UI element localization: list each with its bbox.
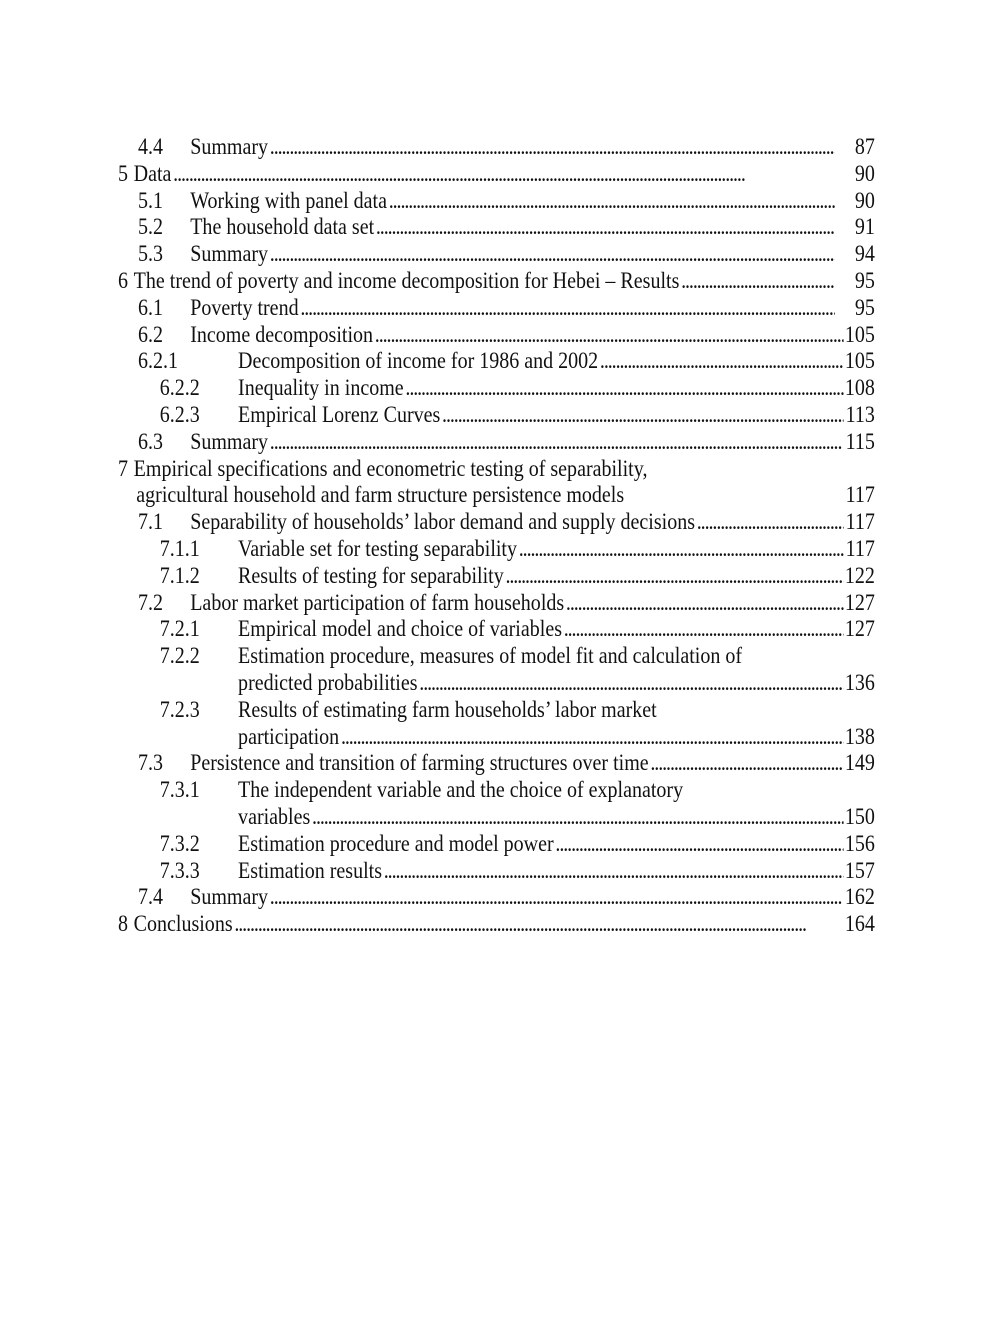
entry-title[interactable]: Summary: [190, 241, 269, 267]
entry-number: 5: [118, 160, 129, 186]
toc-entry[interactable]: [118, 749, 875, 776]
entry-body: [238, 562, 875, 589]
entry-title[interactable]: Results of testing for separability: [238, 562, 504, 588]
dot-leader: [442, 401, 844, 428]
entry-title[interactable]: Decomposition of income for 1986 and 2002: [238, 348, 599, 374]
entry-number: 6.2.1: [138, 348, 179, 374]
dot-leader: [234, 910, 843, 937]
entry-title[interactable]: Working with panel data: [190, 187, 387, 213]
entry-body: [238, 615, 875, 642]
page-number[interactable]: 157: [844, 857, 875, 883]
dot-leader: [389, 187, 835, 214]
page-number[interactable]: 87: [854, 134, 875, 159]
entry-title[interactable]: Estimation results: [238, 857, 383, 883]
entry-body: [190, 187, 875, 214]
entry-body: [134, 455, 875, 482]
entry-number: 7.2.3: [159, 696, 200, 722]
toc-entry-continuation[interactable]: [118, 481, 875, 508]
entry-number: 6.1: [138, 294, 164, 320]
entry-title[interactable]: Estimation procedure and model power: [238, 830, 554, 856]
entry-number: 6.3: [138, 428, 164, 454]
dot-leader: [270, 240, 835, 267]
entry-body: [238, 776, 875, 803]
toc-entry[interactable]: [118, 776, 875, 803]
dot-leader: [564, 615, 843, 642]
entry-title[interactable]: Results of estimating farm households’ labor market: [238, 696, 657, 722]
entry-number: 6.2.2: [159, 375, 200, 401]
entry-number: 7.1: [138, 509, 164, 535]
entry-title[interactable]: Estimation procedure, measures of model fit and calculation of: [238, 643, 743, 669]
entry-body: [190, 749, 875, 776]
entry-body: [190, 240, 875, 267]
entry-body: [190, 428, 875, 455]
entry-number: 7.2.2: [159, 643, 200, 669]
entry-number: 7.3.3: [159, 857, 200, 883]
entry-body: [238, 857, 875, 884]
entry-body: [238, 642, 875, 669]
toc-entry[interactable]: [118, 374, 875, 401]
dot-leader: [519, 535, 844, 562]
toc-entry[interactable]: [118, 133, 875, 160]
toc-entry[interactable]: [118, 830, 875, 857]
page-number[interactable]: 117: [845, 509, 875, 535]
dot-leader: [600, 347, 843, 374]
toc-entry[interactable]: [118, 240, 875, 267]
toc-entry[interactable]: [118, 535, 875, 562]
entry-body: [238, 374, 875, 401]
entry-title[interactable]: The household data set: [190, 214, 375, 240]
entry-title[interactable]: Income decomposition: [190, 321, 374, 347]
dot-leader: [681, 267, 835, 294]
entry-number: 7.2.1: [159, 616, 200, 642]
entry-title[interactable]: Summary: [190, 884, 269, 910]
toc-entry-continuation[interactable]: [118, 723, 875, 750]
entry-body: [238, 347, 875, 374]
page-number[interactable]: 90: [854, 187, 875, 213]
entry-body: [134, 267, 875, 294]
entry-title[interactable]: Empirical specifications and econometric testing of separability,: [133, 455, 648, 481]
dot-leader: [555, 830, 843, 857]
toc-entry[interactable]: [118, 857, 875, 884]
toc-entry[interactable]: [118, 428, 875, 455]
dot-leader: [270, 883, 843, 910]
entry-title[interactable]: The independent variable and the choice of explanatory: [238, 777, 684, 803]
entry-body: [190, 883, 875, 910]
page-number[interactable]: 156: [844, 830, 875, 856]
entry-body: [136, 481, 875, 508]
toc-entry[interactable]: [118, 160, 875, 187]
entry-body: [190, 213, 875, 240]
dot-leader: [384, 857, 843, 884]
entry-title[interactable]: Summary: [190, 134, 269, 159]
entry-number: 6: [118, 268, 129, 293]
page-number[interactable]: 105: [844, 321, 875, 347]
toc-entry-continuation[interactable]: [118, 803, 875, 830]
entry-body: [238, 401, 875, 428]
entry-number: 7: [118, 455, 129, 481]
toc-entry[interactable]: [118, 562, 875, 589]
entry-title[interactable]: Separability of households’ labor demand and supply decisions: [190, 509, 696, 535]
entry-title[interactable]: Conclusions: [133, 911, 233, 937]
entry-title[interactable]: Empirical Lorenz Curves: [238, 402, 441, 427]
entry-title[interactable]: Inequality in income: [238, 375, 404, 401]
entry-number: 5.3: [138, 241, 164, 267]
toc-entry[interactable]: [118, 347, 875, 374]
entry-body: [134, 910, 875, 937]
entry-number: 7.3.2: [159, 830, 200, 856]
entry-title[interactable]: Data: [133, 160, 172, 186]
entry-title[interactable]: Poverty trend: [190, 294, 299, 320]
entry-number: 7.3: [138, 750, 164, 776]
entry-title[interactable]: The trend of poverty and income decomposition for Hebei – Results: [133, 268, 680, 293]
page-number[interactable]: 127: [844, 616, 875, 642]
entry-body: [238, 669, 875, 696]
entry-title[interactable]: Persistence and transition of farming structures over time: [190, 750, 649, 776]
entry-number: 8: [118, 911, 129, 937]
dot-leader: [173, 160, 835, 187]
toc-entry[interactable]: [118, 642, 875, 669]
entry-body: [190, 133, 875, 160]
entry-body: [134, 160, 875, 187]
entry-body: [190, 321, 875, 348]
page-number[interactable]: 138: [844, 723, 875, 749]
dot-leader: [312, 803, 843, 830]
entry-title-continuation[interactable]: variables: [238, 804, 311, 829]
toc-entry[interactable]: [118, 401, 875, 428]
page-number[interactable]: 136: [844, 670, 875, 695]
entry-body: [238, 803, 875, 830]
page-number[interactable]: 149: [844, 750, 875, 776]
page-number[interactable]: 115: [845, 428, 875, 454]
entry-title-continuation[interactable]: agricultural household and farm structure persistence models: [136, 482, 625, 508]
toc-entry[interactable]: [118, 883, 875, 910]
dot-leader: [405, 374, 843, 401]
toc-entry-continuation[interactable]: [118, 669, 875, 696]
entry-body: [238, 696, 875, 723]
entry-number: 5.2: [138, 214, 164, 240]
dot-leader: [376, 213, 835, 240]
toc-entry[interactable]: [118, 589, 875, 616]
entry-title[interactable]: Empirical model and choice of variables: [238, 616, 562, 642]
entry-number: 6.2: [138, 321, 164, 347]
page-number[interactable]: 117: [845, 482, 875, 508]
dot-leader: [697, 508, 844, 535]
entry-number: 7.1.2: [159, 562, 200, 588]
entry-number: 5.1: [138, 187, 164, 213]
entry-title[interactable]: Variable set for testing separability: [238, 536, 518, 561]
page-number[interactable]: 91: [854, 214, 875, 240]
toc-entry[interactable]: [118, 267, 875, 294]
page-number[interactable]: 150: [844, 804, 875, 829]
entry-title-continuation[interactable]: predicted probabilities: [238, 670, 418, 695]
page-number[interactable]: 164: [844, 911, 875, 937]
toc-entry[interactable]: [118, 696, 875, 723]
toc-entry[interactable]: [118, 294, 875, 321]
page-number[interactable]: 122: [844, 562, 875, 588]
dot-leader: [650, 749, 843, 776]
entry-body: [190, 508, 875, 535]
toc-entry[interactable]: [118, 213, 875, 240]
toc-entry[interactable]: [118, 615, 875, 642]
toc-entry[interactable]: [118, 455, 875, 482]
toc-entry[interactable]: [118, 508, 875, 535]
page-number[interactable]: 127: [844, 589, 875, 615]
entry-number: 7.4: [138, 884, 164, 910]
entry-title-continuation[interactable]: participation: [238, 723, 340, 749]
dot-leader: [341, 723, 843, 750]
page-number[interactable]: 95: [854, 268, 875, 293]
entry-number: 7.3.1: [159, 777, 200, 803]
entry-body: [190, 589, 875, 616]
toc-entry[interactable]: [118, 910, 875, 937]
entry-body: [190, 294, 875, 321]
entry-body: [238, 830, 875, 857]
dot-leader: [375, 321, 843, 348]
entry-number: 4.4: [138, 134, 164, 159]
entry-number: 7.1.1: [159, 536, 200, 561]
dot-leader: [566, 589, 843, 616]
page-number[interactable]: 108: [844, 375, 875, 401]
page-number[interactable]: 94: [854, 241, 875, 267]
page-number[interactable]: 95: [854, 294, 875, 320]
page-number[interactable]: 162: [844, 884, 875, 910]
dot-leader: [505, 562, 843, 589]
entry-title[interactable]: Summary: [190, 428, 269, 454]
dot-leader: [300, 294, 835, 321]
entry-title[interactable]: Labor market participation of farm households: [190, 589, 565, 615]
toc-entry[interactable]: [118, 321, 875, 348]
entry-body: [238, 535, 875, 562]
entry-number: 7.2: [138, 589, 164, 615]
page-number[interactable]: 90: [854, 160, 875, 186]
page-number[interactable]: 117: [845, 536, 875, 561]
page-number[interactable]: 113: [845, 402, 875, 427]
dot-leader: [419, 669, 843, 696]
toc-entry[interactable]: [118, 187, 875, 214]
entry-body: [238, 723, 875, 750]
dot-leader: [270, 133, 835, 160]
dot-leader: [270, 428, 844, 455]
entry-number: 6.2.3: [159, 402, 200, 427]
page-number[interactable]: 105: [844, 348, 875, 374]
